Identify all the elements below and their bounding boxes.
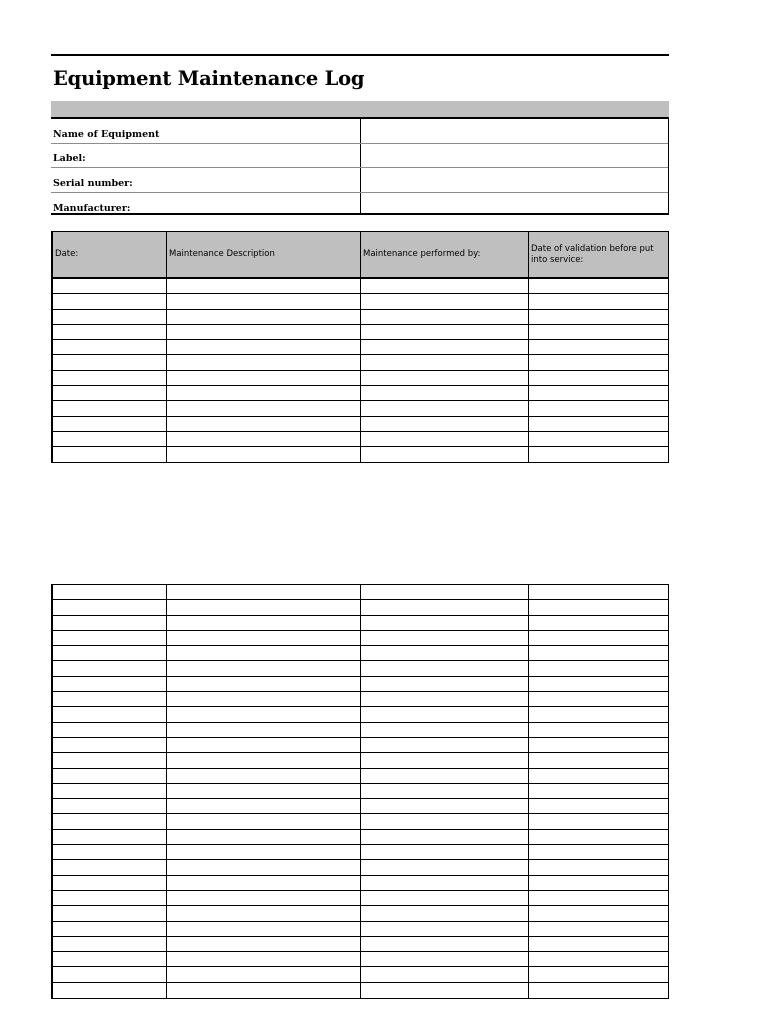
table-row	[53, 769, 668, 784]
date-cell	[53, 753, 167, 767]
table-row	[53, 983, 668, 998]
table-row	[53, 692, 668, 707]
validation-date-cell	[529, 906, 668, 920]
table-row	[53, 830, 668, 845]
equipment-info-table	[51, 117, 669, 215]
performed-by-cell	[361, 646, 529, 660]
table-row	[53, 661, 668, 676]
description-cell	[167, 937, 361, 951]
description-cell	[167, 616, 361, 630]
description-cell	[167, 677, 361, 691]
validation-date-cell	[529, 922, 668, 936]
date-cell	[53, 340, 167, 354]
description-cell	[167, 646, 361, 660]
validation-date-cell	[529, 646, 668, 660]
performed-by-cell	[361, 784, 529, 798]
date-cell	[53, 845, 167, 859]
description-cell	[167, 983, 361, 998]
date-cell	[53, 294, 167, 308]
validation-date-cell	[529, 845, 668, 859]
table-row	[53, 432, 668, 447]
performed-by-cell	[361, 891, 529, 905]
date-cell	[53, 279, 167, 293]
description-cell	[167, 417, 361, 431]
validation-date-cell	[529, 371, 668, 385]
performed-by-cell	[361, 616, 529, 630]
validation-date-cell	[529, 738, 668, 752]
description-cell	[167, 738, 361, 752]
table-row	[53, 967, 668, 982]
validation-date-cell	[529, 386, 668, 400]
description-cell	[167, 600, 361, 614]
log-rows-page1	[53, 279, 668, 463]
validation-date-cell	[529, 784, 668, 798]
date-cell	[53, 891, 167, 905]
validation-date-cell	[529, 585, 668, 599]
validation-date-cell	[529, 661, 668, 675]
description-cell	[167, 952, 361, 966]
description-cell	[167, 876, 361, 890]
table-row	[53, 585, 668, 600]
description-cell	[167, 707, 361, 721]
performed-by-cell	[361, 814, 529, 828]
performed-by-cell	[361, 799, 529, 813]
performed-by-cell	[361, 600, 529, 614]
date-cell	[53, 738, 167, 752]
description-cell	[167, 279, 361, 293]
date-cell	[53, 830, 167, 844]
maintenance-log-table	[51, 231, 669, 463]
table-row	[53, 753, 668, 768]
info-label-serial: Serial number:	[53, 177, 133, 189]
performed-by-cell	[361, 937, 529, 951]
performed-by-cell	[361, 906, 529, 920]
performed-by-cell	[361, 631, 529, 645]
date-cell	[53, 814, 167, 828]
description-cell	[167, 769, 361, 783]
table-row	[53, 906, 668, 921]
log-rows-page2	[53, 585, 668, 998]
description-cell	[167, 906, 361, 920]
validation-date-cell	[529, 600, 668, 614]
description-cell	[167, 325, 361, 339]
date-cell	[53, 983, 167, 998]
performed-by-cell	[361, 738, 529, 752]
performed-by-cell	[361, 845, 529, 859]
description-cell	[167, 860, 361, 874]
description-cell	[167, 661, 361, 675]
description-cell	[167, 340, 361, 354]
performed-by-cell	[361, 876, 529, 890]
table-row	[53, 616, 668, 631]
table-row	[53, 355, 668, 370]
validation-date-cell	[529, 799, 668, 813]
date-cell	[53, 325, 167, 339]
date-cell	[53, 600, 167, 614]
date-cell	[53, 631, 167, 645]
performed-by-cell	[361, 860, 529, 874]
validation-date-cell	[529, 677, 668, 691]
table-row	[53, 845, 668, 860]
performed-by-cell	[361, 355, 529, 369]
top-rule	[51, 54, 669, 56]
table-row	[53, 279, 668, 294]
description-cell	[167, 799, 361, 813]
validation-date-cell	[529, 891, 668, 905]
performed-by-cell	[361, 417, 529, 431]
column-header-description: Maintenance Description	[167, 232, 361, 277]
description-cell	[167, 830, 361, 844]
table-row	[53, 646, 668, 661]
description-cell	[167, 310, 361, 324]
description-cell	[167, 294, 361, 308]
description-cell	[167, 922, 361, 936]
page-title: Equipment Maintenance Log	[53, 67, 365, 90]
date-cell	[53, 646, 167, 660]
performed-by-cell	[361, 677, 529, 691]
table-row	[53, 325, 668, 340]
performed-by-cell	[361, 386, 529, 400]
info-label-label: Label:	[53, 153, 86, 164]
date-cell	[53, 769, 167, 783]
date-cell	[53, 860, 167, 874]
date-cell	[53, 432, 167, 446]
validation-date-cell	[529, 830, 668, 844]
table-row	[53, 310, 668, 325]
header-band	[51, 101, 669, 117]
description-cell	[167, 723, 361, 737]
column-header-date: Date:	[53, 232, 167, 277]
performed-by-cell	[361, 967, 529, 981]
date-cell	[53, 906, 167, 920]
description-cell	[167, 967, 361, 981]
description-cell	[167, 784, 361, 798]
validation-date-cell	[529, 937, 668, 951]
validation-date-cell	[529, 310, 668, 324]
description-cell	[167, 371, 361, 385]
date-cell	[53, 371, 167, 385]
table-row	[53, 814, 668, 829]
description-cell	[167, 814, 361, 828]
info-row-manufacturer	[51, 193, 668, 218]
validation-date-cell	[529, 447, 668, 461]
date-cell	[53, 616, 167, 630]
performed-by-cell	[361, 279, 529, 293]
validation-date-cell	[529, 616, 668, 630]
table-row	[53, 631, 668, 646]
performed-by-cell	[361, 753, 529, 767]
description-cell	[167, 692, 361, 706]
log-header-row	[53, 232, 668, 279]
performed-by-cell	[361, 692, 529, 706]
description-cell	[167, 631, 361, 645]
date-cell	[53, 401, 167, 415]
date-cell	[53, 355, 167, 369]
validation-date-cell	[529, 860, 668, 874]
table-row	[53, 922, 668, 937]
column-header-validation-date: Date of validation before put into service:	[531, 243, 654, 265]
description-cell	[167, 401, 361, 415]
date-cell	[53, 799, 167, 813]
table-row	[53, 784, 668, 799]
info-row-name	[51, 119, 668, 144]
table-row	[53, 937, 668, 952]
performed-by-cell	[361, 922, 529, 936]
description-cell	[167, 891, 361, 905]
table-row	[53, 723, 668, 738]
validation-date-cell	[529, 340, 668, 354]
description-cell	[167, 585, 361, 599]
validation-date-cell	[529, 753, 668, 767]
date-cell	[53, 952, 167, 966]
description-cell	[167, 432, 361, 446]
description-cell	[167, 845, 361, 859]
performed-by-cell	[361, 432, 529, 446]
table-row	[53, 876, 668, 891]
table-row	[53, 401, 668, 416]
validation-date-cell	[529, 432, 668, 446]
date-cell	[53, 784, 167, 798]
date-cell	[53, 707, 167, 721]
performed-by-cell	[361, 401, 529, 415]
date-cell	[53, 585, 167, 599]
maintenance-log-table-continued	[51, 584, 669, 999]
description-cell	[167, 386, 361, 400]
validation-date-cell	[529, 876, 668, 890]
performed-by-cell	[361, 340, 529, 354]
validation-date-cell	[529, 692, 668, 706]
table-row	[53, 417, 668, 432]
table-row	[53, 600, 668, 615]
validation-date-cell	[529, 723, 668, 737]
date-cell	[53, 677, 167, 691]
validation-date-cell	[529, 355, 668, 369]
info-label-name: Name of Equipment	[53, 128, 160, 140]
performed-by-cell	[361, 585, 529, 599]
validation-date-cell	[529, 631, 668, 645]
info-row-label	[51, 144, 668, 169]
performed-by-cell	[361, 325, 529, 339]
date-cell	[53, 922, 167, 936]
validation-date-cell	[529, 417, 668, 431]
date-cell	[53, 967, 167, 981]
date-cell	[53, 447, 167, 461]
validation-date-cell	[529, 814, 668, 828]
performed-by-cell	[361, 310, 529, 324]
performed-by-cell	[361, 769, 529, 783]
validation-date-cell	[529, 983, 668, 998]
validation-date-cell	[529, 279, 668, 293]
date-cell	[53, 692, 167, 706]
table-row	[53, 294, 668, 309]
date-cell	[53, 386, 167, 400]
performed-by-cell	[361, 707, 529, 721]
table-row	[53, 891, 668, 906]
date-cell	[53, 417, 167, 431]
date-cell	[53, 876, 167, 890]
column-header-performed-by: Maintenance performed by:	[361, 232, 529, 277]
validation-date-cell	[529, 401, 668, 415]
validation-date-cell	[529, 707, 668, 721]
performed-by-cell	[361, 983, 529, 998]
table-row	[53, 952, 668, 967]
performed-by-cell	[361, 952, 529, 966]
table-row	[53, 738, 668, 753]
description-cell	[167, 355, 361, 369]
table-row	[53, 677, 668, 692]
description-cell	[167, 447, 361, 461]
performed-by-cell	[361, 294, 529, 308]
performed-by-cell	[361, 661, 529, 675]
validation-date-cell	[529, 294, 668, 308]
table-row	[53, 371, 668, 386]
table-row	[53, 860, 668, 875]
performed-by-cell	[361, 723, 529, 737]
description-cell	[167, 753, 361, 767]
table-row	[53, 707, 668, 722]
performed-by-cell	[361, 447, 529, 461]
date-cell	[53, 310, 167, 324]
validation-date-cell	[529, 325, 668, 339]
table-row	[53, 386, 668, 401]
date-cell	[53, 723, 167, 737]
table-row	[53, 340, 668, 355]
date-cell	[53, 661, 167, 675]
validation-date-cell	[529, 967, 668, 981]
performed-by-cell	[361, 371, 529, 385]
validation-date-cell	[529, 952, 668, 966]
info-row-serial	[51, 168, 668, 193]
table-row	[53, 799, 668, 814]
performed-by-cell	[361, 830, 529, 844]
info-label-manufacturer: Manufacturer:	[53, 203, 131, 214]
date-cell	[53, 937, 167, 951]
table-row	[53, 447, 668, 462]
validation-date-cell	[529, 769, 668, 783]
